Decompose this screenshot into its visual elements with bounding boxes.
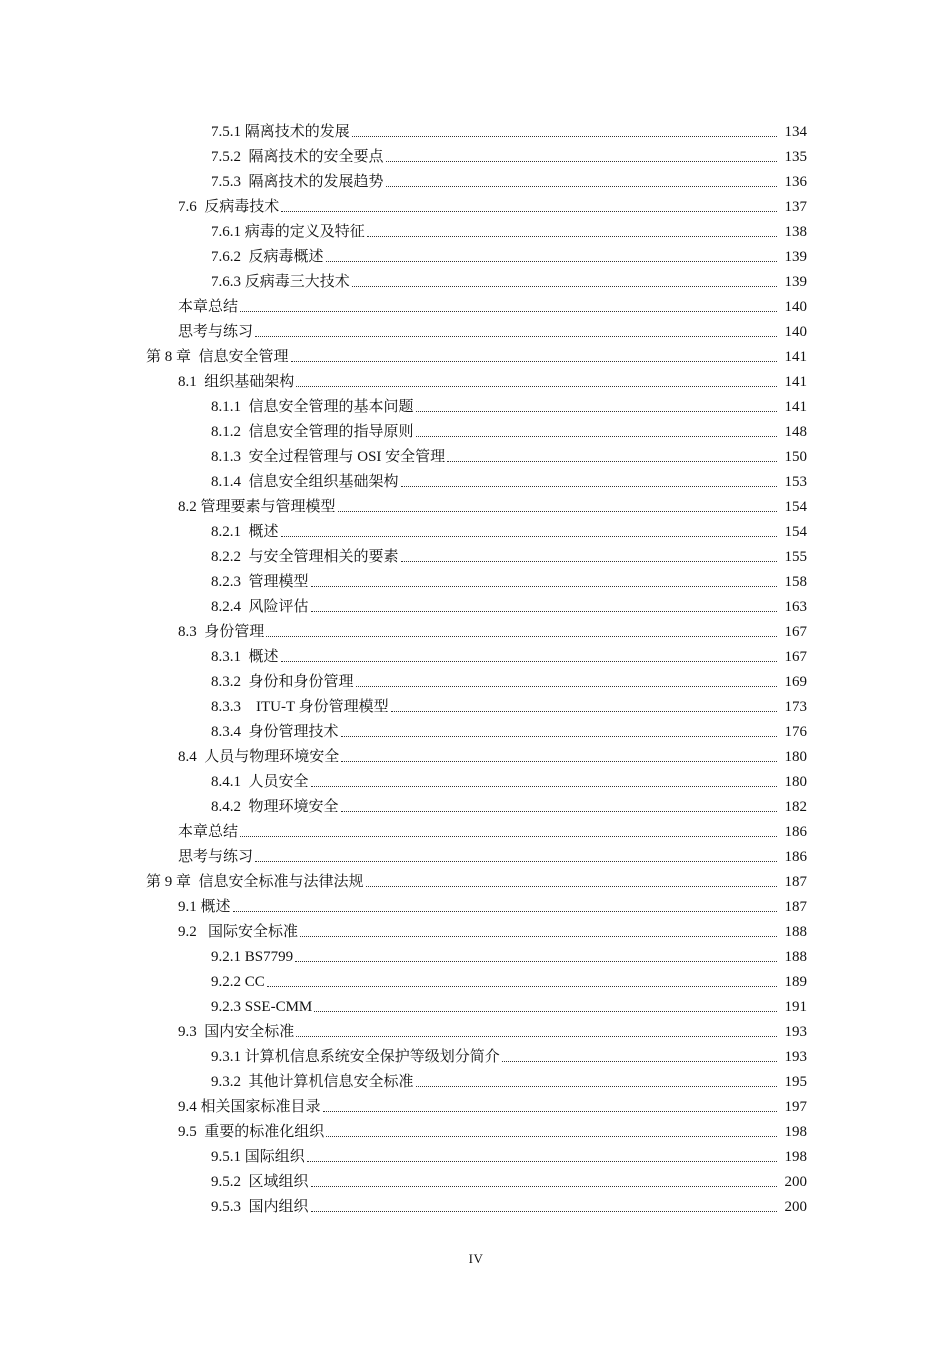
dot-leader — [341, 810, 777, 812]
toc-entry-title: 9.1 概述 — [178, 899, 231, 915]
toc-entry[interactable] — [0, 1191, 952, 1216]
dot-leader — [391, 710, 777, 712]
toc-entry-page: 188 — [784, 949, 807, 965]
toc-entry[interactable] — [0, 991, 952, 1016]
toc-entry[interactable] — [0, 1141, 952, 1166]
toc-entry[interactable] — [0, 391, 952, 416]
toc-entry-page: 186 — [784, 849, 807, 865]
toc-entry-title: 7.6.2 反病毒概述 — [211, 249, 324, 265]
dot-leader — [338, 510, 777, 512]
toc-entry[interactable] — [0, 441, 952, 466]
toc-entry-page: 191 — [784, 999, 807, 1015]
toc-entry[interactable] — [0, 1166, 952, 1191]
toc-entry[interactable] — [0, 241, 952, 266]
toc-entry[interactable] — [0, 641, 952, 666]
toc-entry-page: 154 — [784, 524, 807, 540]
toc-entry-title: 思考与练习 — [178, 324, 254, 340]
dot-leader — [255, 335, 777, 337]
toc-entry-title: 8.1.2 信息安全管理的指导原则 — [211, 424, 414, 440]
toc-entry-page: 198 — [784, 1124, 807, 1140]
toc-entry-title: 9.4 相关国家标准目录 — [178, 1099, 321, 1115]
toc-entry-page: 176 — [784, 724, 807, 740]
toc-entry-page: 134 — [784, 124, 807, 140]
toc-entry[interactable] — [0, 341, 952, 366]
dot-leader — [255, 860, 777, 862]
toc-entry-title: 8.3.4 身份管理技术 — [211, 724, 339, 740]
toc-entry-page: 169 — [784, 674, 807, 690]
toc-entry[interactable] — [0, 716, 952, 741]
toc-entry-title: 7.6 反病毒技术 — [178, 199, 280, 215]
toc-entry-title: 9.5.1 国际组织 — [211, 1149, 305, 1165]
dot-leader — [296, 385, 777, 387]
toc-entry-title: 7.6.3 反病毒三大技术 — [211, 274, 350, 290]
dot-leader — [416, 435, 777, 437]
toc-entry[interactable] — [0, 116, 952, 141]
dot-leader — [296, 1035, 777, 1037]
toc-entry[interactable] — [0, 1066, 952, 1091]
dot-leader — [386, 185, 777, 187]
dot-leader — [447, 460, 777, 462]
toc-entry-page: 148 — [784, 424, 807, 440]
toc-entry[interactable] — [0, 466, 952, 491]
toc-entry[interactable] — [0, 666, 952, 691]
dot-leader — [401, 485, 777, 487]
toc-entry[interactable] — [0, 1041, 952, 1066]
toc-entry-page: 140 — [784, 324, 807, 340]
dot-leader — [366, 885, 777, 887]
toc-entry[interactable] — [0, 216, 952, 241]
dot-leader — [311, 1210, 777, 1212]
toc-entry-page: 200 — [784, 1199, 807, 1215]
toc-entry[interactable] — [0, 916, 952, 941]
toc-entry-page: 163 — [784, 599, 807, 615]
dot-leader — [502, 1060, 777, 1062]
dot-leader — [281, 535, 777, 537]
dot-leader — [240, 835, 777, 837]
toc-entry[interactable] — [0, 491, 952, 516]
toc-entry[interactable] — [0, 541, 952, 566]
toc-entry-title: 8.4.2 物理环境安全 — [211, 799, 339, 815]
toc-entry[interactable] — [0, 291, 952, 316]
toc-entry-page: 186 — [784, 824, 807, 840]
toc-entry[interactable] — [0, 566, 952, 591]
toc-entry-page: 180 — [784, 749, 807, 765]
dot-leader — [314, 1010, 777, 1012]
dot-leader — [311, 1185, 777, 1187]
toc-entry-title: 9.5 重要的标准化组织 — [178, 1124, 325, 1140]
toc-entry-page: 139 — [784, 249, 807, 265]
toc-entry-title: 7.5.2 隔离技术的安全要点 — [211, 149, 384, 165]
toc-entry[interactable] — [0, 866, 952, 891]
toc-entry-title: 7.5.1 隔离技术的发展 — [211, 124, 350, 140]
toc-entry-page: 136 — [784, 174, 807, 190]
dot-leader — [416, 1085, 777, 1087]
table-of-contents — [0, 116, 952, 1216]
dot-leader — [281, 660, 777, 662]
toc-entry-page: 167 — [784, 649, 807, 665]
toc-entry-page: 158 — [784, 574, 807, 590]
toc-entry-title: 8.1.4 信息安全组织基础架构 — [211, 474, 399, 490]
dot-leader — [416, 410, 777, 412]
toc-entry[interactable] — [0, 791, 952, 816]
dot-leader — [295, 960, 777, 962]
dot-leader — [352, 285, 777, 287]
toc-entry[interactable] — [0, 891, 952, 916]
toc-entry[interactable] — [0, 1091, 952, 1116]
toc-entry-page: 189 — [784, 974, 807, 990]
dot-leader — [233, 910, 777, 912]
dot-leader — [300, 935, 777, 937]
toc-entry[interactable] — [0, 616, 952, 641]
toc-entry-title: 9.5.2 区域组织 — [211, 1174, 309, 1190]
toc-entry-title: 本章总结 — [178, 824, 239, 840]
toc-entry-page: 138 — [784, 224, 807, 240]
toc-entry-page: 141 — [784, 349, 807, 365]
toc-entry-title: 思考与练习 — [178, 849, 254, 865]
toc-entry-page: 182 — [784, 799, 807, 815]
toc-entry-title: 8.2.1 概述 — [211, 524, 279, 540]
toc-entry[interactable] — [0, 941, 952, 966]
toc-entry-page: 139 — [784, 274, 807, 290]
toc-entry-title: 8.3.2 身份和身份管理 — [211, 674, 354, 690]
toc-entry[interactable] — [0, 966, 952, 991]
toc-entry-page: 195 — [784, 1074, 807, 1090]
toc-entry-title: 9.2.2 CC — [211, 974, 265, 990]
toc-entry[interactable] — [0, 591, 952, 616]
toc-entry[interactable] — [0, 766, 952, 791]
dot-leader — [356, 685, 777, 687]
dot-leader — [401, 560, 777, 562]
toc-entry[interactable] — [0, 141, 952, 166]
toc-entry-title: 8.1.1 信息安全管理的基本问题 — [211, 399, 414, 415]
toc-entry-page: 135 — [784, 149, 807, 165]
toc-entry[interactable] — [0, 316, 952, 341]
toc-entry-title: 9.3.2 其他计算机信息安全标准 — [211, 1074, 414, 1090]
toc-entry-title: 8.2.3 管理模型 — [211, 574, 309, 590]
toc-entry-page: 150 — [784, 449, 807, 465]
toc-entry[interactable] — [0, 1016, 952, 1041]
toc-entry-title: 8.1.3 安全过程管理与 OSI 安全管理 — [211, 449, 446, 465]
dot-leader — [367, 235, 777, 237]
toc-entry-page: 200 — [784, 1174, 807, 1190]
page-number: IV — [468, 1251, 484, 1266]
toc-entry-page: 153 — [784, 474, 807, 490]
toc-entry[interactable] — [0, 416, 952, 441]
dot-leader — [311, 585, 777, 587]
toc-entry-title: 9.3.1 计算机信息系统安全保护等级划分简介 — [211, 1049, 500, 1065]
toc-entry[interactable] — [0, 516, 952, 541]
toc-entry-title: 7.6.1 病毒的定义及特征 — [211, 224, 365, 240]
toc-entry[interactable] — [0, 691, 952, 716]
toc-entry-title: 9.3 国内安全标准 — [178, 1024, 295, 1040]
toc-entry-page: 197 — [784, 1099, 807, 1115]
toc-entry-title: 8.4.1 人员安全 — [211, 774, 309, 790]
toc-entry-title: 9.2.1 BS7799 — [211, 949, 294, 965]
toc-entry[interactable] — [0, 816, 952, 841]
toc-entry-page: 154 — [784, 499, 807, 515]
toc-entry[interactable] — [0, 266, 952, 291]
dot-leader — [386, 160, 777, 162]
dot-leader — [311, 610, 777, 612]
toc-entry-title: 本章总结 — [178, 299, 239, 315]
toc-entry-title: 9.2.3 SSE-CMM — [211, 999, 313, 1015]
toc-entry-page: 193 — [784, 1049, 807, 1065]
dot-leader — [291, 360, 777, 362]
toc-entry-title: 第 9 章 信息安全标准与法律法规 — [146, 874, 364, 890]
toc-entry-title: 8.1 组织基础架构 — [178, 374, 295, 390]
dot-leader — [311, 785, 777, 787]
toc-entry-title: 9.2 国际安全标准 — [178, 924, 299, 940]
toc-entry[interactable] — [0, 1116, 952, 1141]
toc-entry-page: 137 — [784, 199, 807, 215]
toc-entry-title: 第 8 章 信息安全管理 — [146, 349, 289, 365]
toc-entry-page: 167 — [784, 624, 807, 640]
toc-entry-page: 141 — [784, 374, 807, 390]
toc-entry-title: 8.3 身份管理 — [178, 624, 265, 640]
toc-entry-page: 187 — [784, 874, 807, 890]
dot-leader — [307, 1160, 777, 1162]
toc-entry-title: 7.5.3 隔离技术的发展趋势 — [211, 174, 384, 190]
dot-leader — [266, 635, 777, 637]
toc-entry-title: 9.5.3 国内组织 — [211, 1199, 309, 1215]
toc-entry-page: 140 — [784, 299, 807, 315]
toc-entry-page: 173 — [784, 699, 807, 715]
toc-entry[interactable] — [0, 166, 952, 191]
toc-entry-page: 141 — [784, 399, 807, 415]
toc-entry[interactable] — [0, 841, 952, 866]
toc-entry-title: 8.2.2 与安全管理相关的要素 — [211, 549, 399, 565]
toc-entry-title: 8.3.3 ITU-T 身份管理模型 — [211, 699, 389, 715]
dot-leader — [323, 1110, 777, 1112]
dot-leader — [341, 760, 777, 762]
dot-leader — [326, 1135, 777, 1137]
toc-entry-title: 8.2 管理要素与管理模型 — [178, 499, 336, 515]
toc-entry[interactable] — [0, 366, 952, 391]
dot-leader — [326, 260, 777, 262]
toc-entry-page: 187 — [784, 899, 807, 915]
dot-leader — [281, 210, 777, 212]
toc-entry-title: 8.2.4 风险评估 — [211, 599, 309, 615]
dot-leader — [240, 310, 777, 312]
toc-entry-page: 155 — [784, 549, 807, 565]
toc-entry-page: 188 — [784, 924, 807, 940]
toc-entry-page: 198 — [784, 1149, 807, 1165]
toc-entry-page: 193 — [784, 1024, 807, 1040]
dot-leader — [267, 985, 777, 987]
toc-entry-page: 180 — [784, 774, 807, 790]
toc-entry[interactable] — [0, 191, 952, 216]
dot-leader — [352, 135, 777, 137]
toc-entry[interactable] — [0, 741, 952, 766]
toc-entry-title: 8.4 人员与物理环境安全 — [178, 749, 340, 765]
toc-entry-title: 8.3.1 概述 — [211, 649, 279, 665]
dot-leader — [341, 735, 777, 737]
